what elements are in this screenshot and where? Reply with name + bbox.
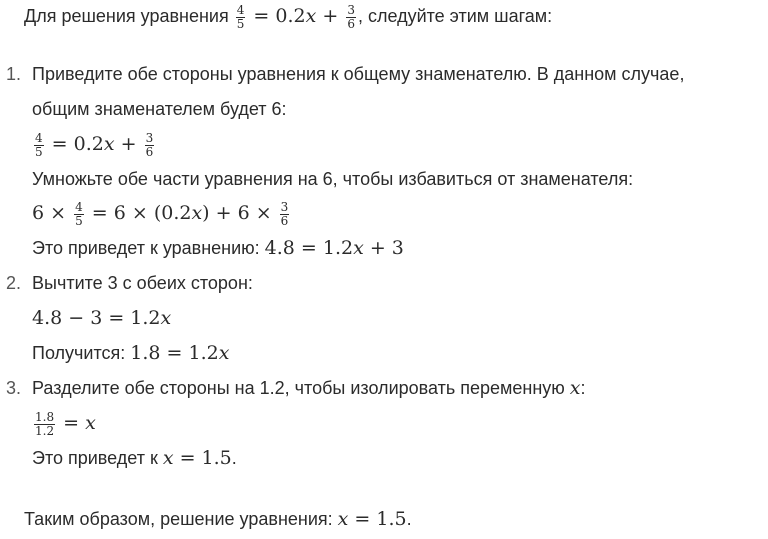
- step-1-text-2: общим знаменателем будет 6:: [32, 99, 287, 119]
- step-1-text-4: Это приведет к уравнению: 4.8 = 1.2x + 3: [32, 237, 404, 259]
- step-1-equation-1: $\frac{4}{5}$ = 0.2x + $\frac{3}{6}$: [35, 130, 154, 159]
- step-2-text-1: Вычтите 3 с обеих сторон:: [32, 273, 253, 293]
- step-1-text-1: Приведите обе стороны уравнения к общему знаменателю. В данном случае,: [32, 64, 685, 84]
- intro-fraction: $\frac{4}{5}$: [236, 2, 245, 31]
- intro-fraction-2: $\frac{3}{6}$: [347, 2, 355, 31]
- step-3-equation-1: $\frac{1.8}{1.2}$ = x: [35, 409, 96, 438]
- step-3-text-1: Разделите обе стороны на 1.2, чтобы изолировать переменную x:: [32, 377, 586, 399]
- intro-line: Для решения уравнения $\frac{4}{5}$ = 0.2x + $\frac{3}{6}$ , следуйте этим шагам:: [24, 2, 553, 31]
- step-1-equation-2: 6 × $\frac{4}{5}$ = 6 × (0.2x) + 6 × $\frac{3}{6}$: [32, 199, 289, 228]
- step-2-equation-1: 4.8 − 3 = 1.2x: [32, 307, 172, 329]
- step-1-text-3: Умножьте обе части уравнения на 6, чтобы избавиться от знаменателя:: [32, 169, 634, 189]
- step-1-number: 1.: [6, 64, 22, 84]
- step-3-number: 3.: [6, 378, 22, 398]
- step-2-text-2: Получится: 1.8 = 1.2x: [32, 342, 230, 364]
- summary-line: Таким образом, решение уравнения: x = 1.5.: [24, 508, 412, 530]
- step-3-text-2: Это приведет к x = 1.5.: [32, 447, 237, 469]
- step-2-number: 2.: [6, 273, 22, 293]
- intro-text: Для решения уравнения: [24, 6, 234, 26]
- intro-text-end: , следуйте этим шагам:: [357, 6, 553, 26]
